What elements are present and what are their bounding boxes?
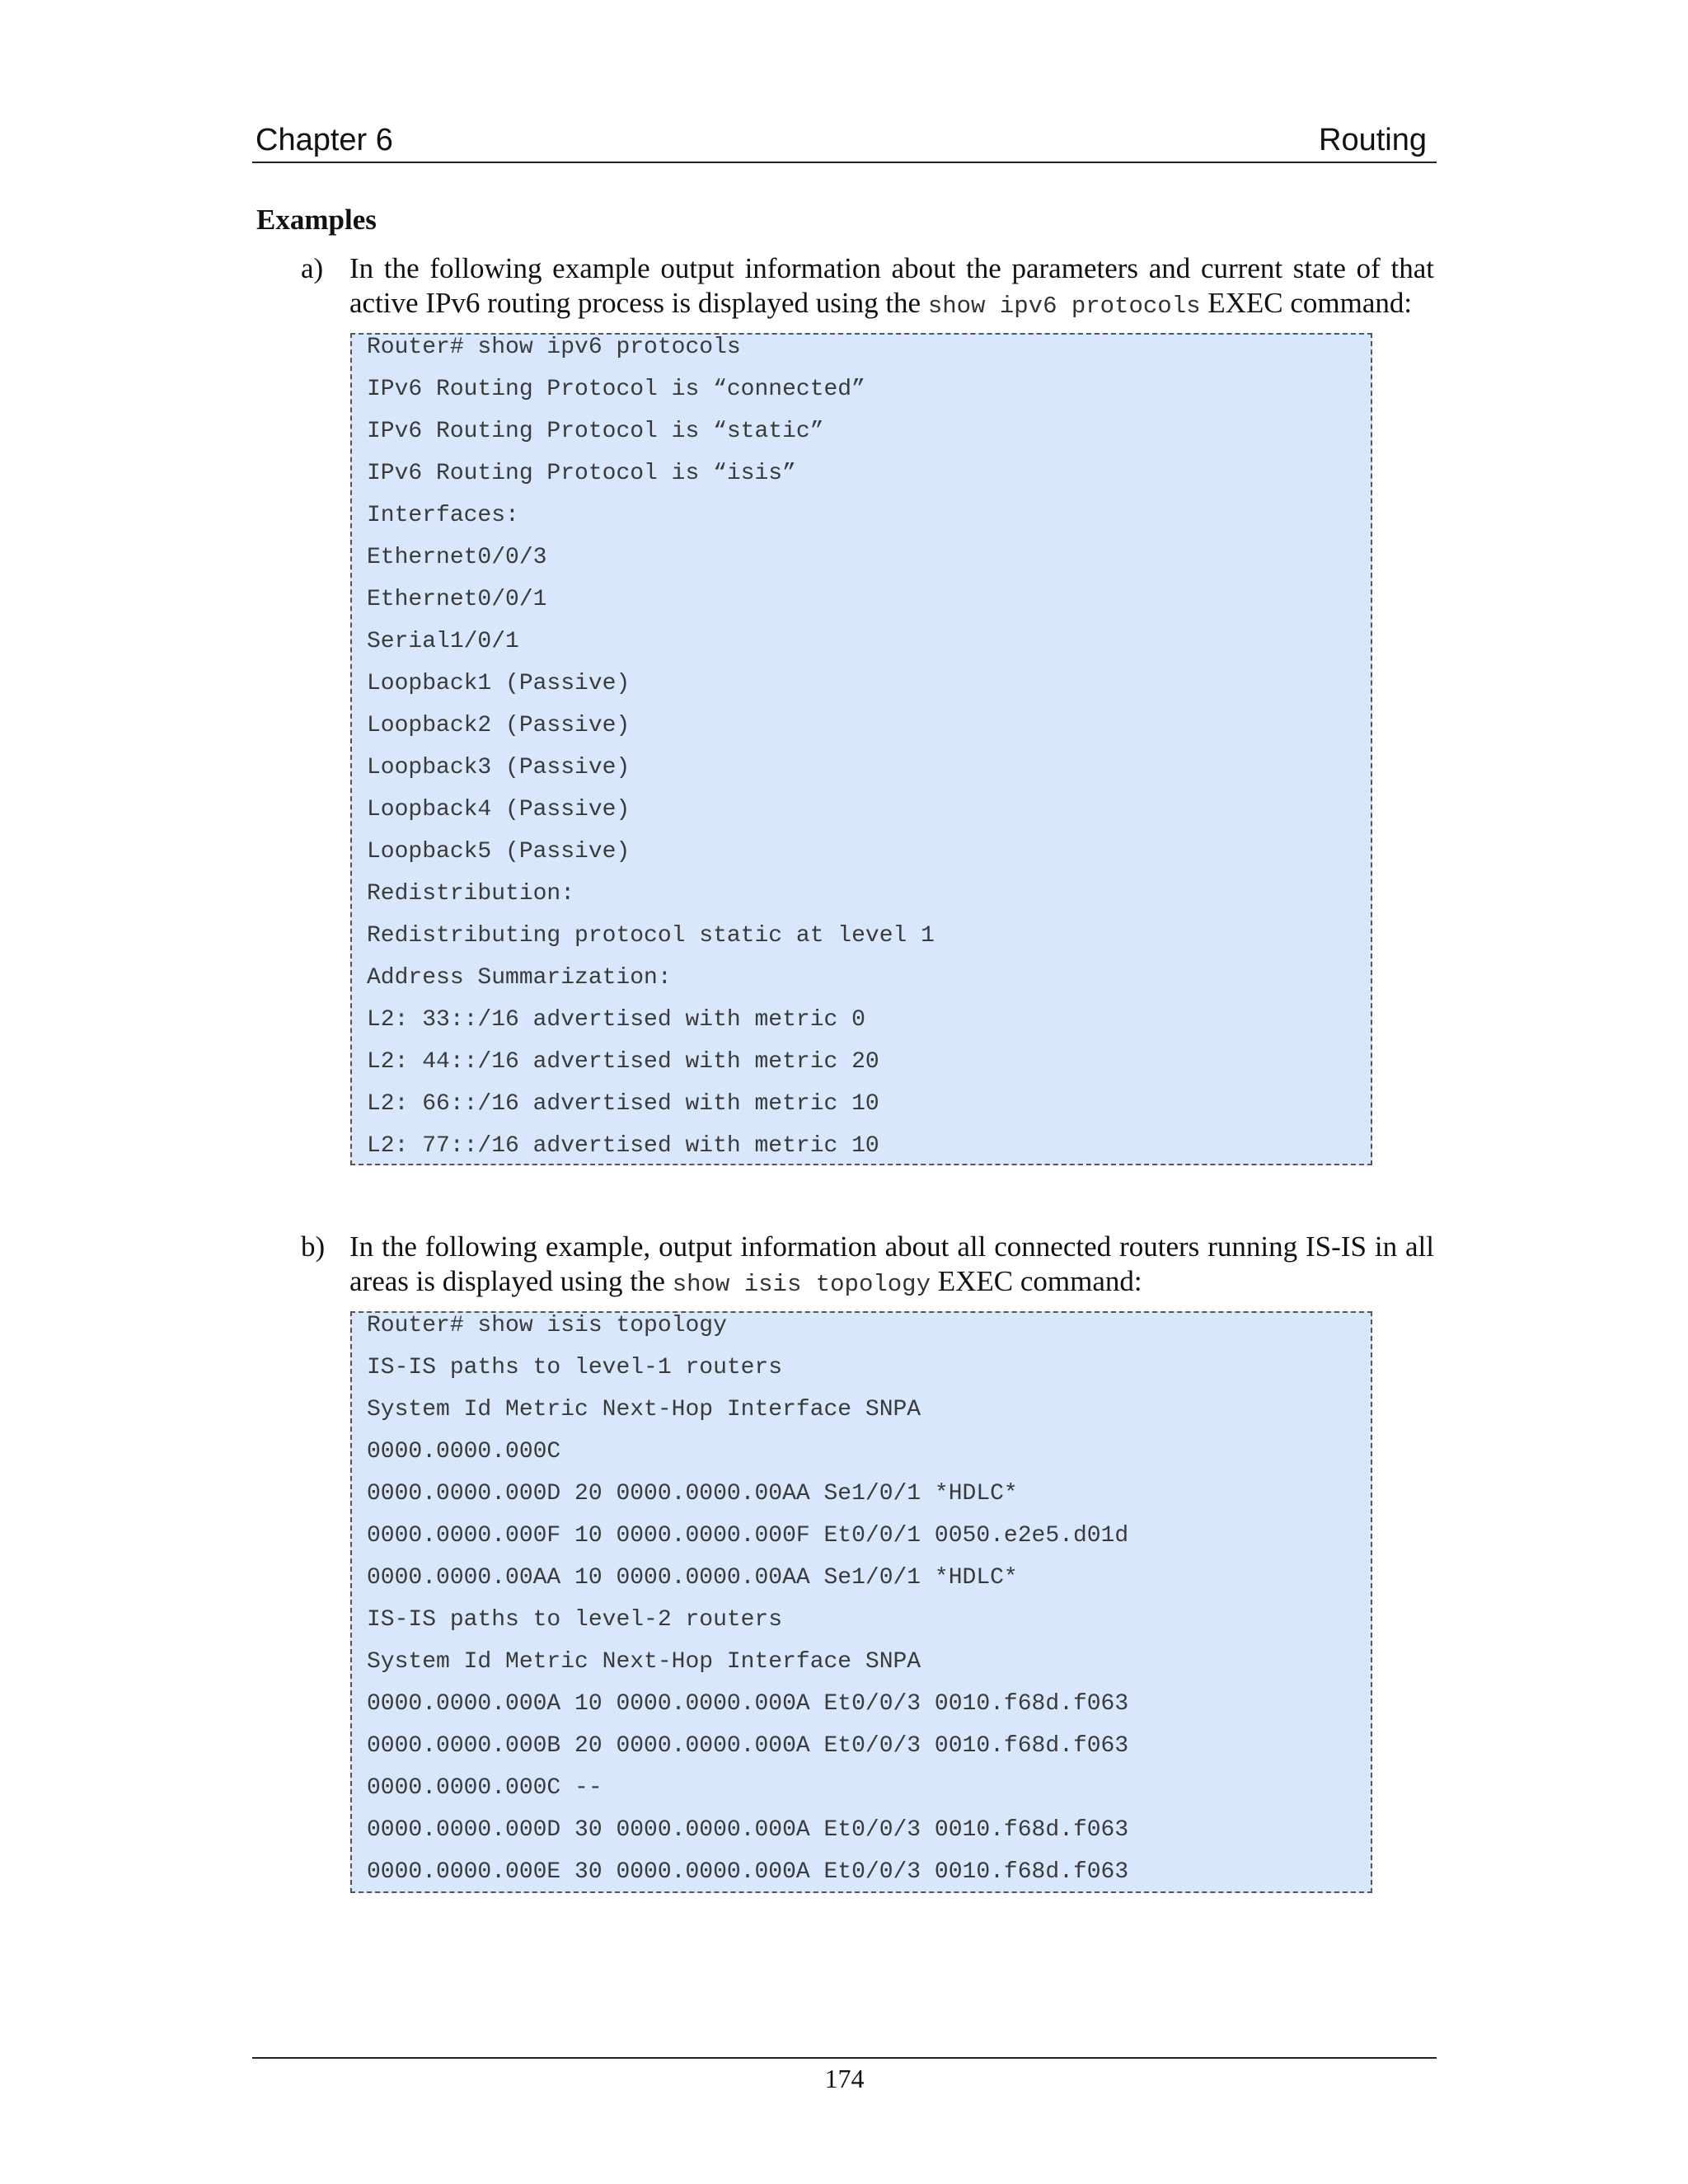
code-line: Router# show ipv6 protocols (367, 335, 741, 360)
code-line: 0000.0000.000F 10 0000.0000.000F Et0/0/1 0050.e2e5.d01d (367, 1523, 1129, 1549)
code-line: IPv6 Routing Protocol is “static” (367, 419, 824, 444)
example-a (301, 251, 1434, 324)
example-b-marker: b) (301, 1230, 326, 1263)
code-line: 0000.0000.000C (367, 1439, 561, 1465)
code-line: Serial1/0/1 (367, 629, 519, 654)
example-b-output (350, 1311, 1372, 1893)
code-line: System Id Metric Next-Hop Interface SNPA (367, 1397, 921, 1422)
code-line: Ethernet0/0/1 (367, 587, 547, 612)
code-line: L2: 33::/16 advertised with metric 0 (367, 1007, 865, 1033)
code-line: 0000.0000.000D 20 0000.0000.00AA Se1/0/1 *HDLC* (367, 1481, 1018, 1507)
code-line: Loopback2 (Passive) (367, 713, 631, 738)
example-a-command: show ipv6 protocols (927, 293, 1201, 320)
code-line: L2: 44::/16 advertised with metric 20 (367, 1049, 879, 1075)
code-line: 0000.0000.000E 30 0000.0000.000A Et0/0/3 0010.f68d.f063 (367, 1859, 1129, 1885)
examples-heading: Examples (256, 204, 377, 236)
code-line: 0000.0000.000A 10 0000.0000.000A Et0/0/3 0010.f68d.f063 (367, 1691, 1129, 1717)
code-line: 0000.0000.000C -- (367, 1775, 603, 1801)
code-line: Router# show isis topology (367, 1313, 727, 1338)
code-line: IS-IS paths to level-1 routers (367, 1355, 783, 1380)
section-label: Routing (1319, 123, 1427, 157)
example-a-description: In the following example output information about the parameters and current state of that active IPv6 routing process is displayed using the show ipv6 protocols EXEC command: (349, 252, 1434, 320)
code-line: Ethernet0/0/3 (367, 545, 547, 570)
code-line: IPv6 Routing Protocol is “isis” (367, 461, 796, 486)
code-line: Loopback1 (Passive) (367, 671, 631, 696)
example-b-description: In the following example, output information about all connected routers running IS-IS in all areas is displayed using the show isis topology EXEC command: (349, 1230, 1434, 1298)
code-line: Redistributing protocol static at level 1 (367, 923, 935, 949)
page-footer (252, 2057, 1437, 2095)
code-line: Loopback4 (Passive) (367, 797, 631, 823)
code-line: 0000.0000.000B 20 0000.0000.000A Et0/0/3 0010.f68d.f063 (367, 1733, 1129, 1759)
code-line: Redistribution: (367, 881, 575, 907)
code-line: L2: 66::/16 advertised with metric 10 (367, 1091, 879, 1117)
code-line: Interfaces: (367, 503, 519, 528)
page-number: 174 (824, 2064, 865, 2093)
code-line: 0000.0000.00AA 10 0000.0000.00AA Se1/0/1 *HDLC* (367, 1565, 1018, 1591)
example-a-output (350, 333, 1372, 1165)
example-b (301, 1230, 1434, 1302)
code-line: IS-IS paths to level-2 routers (367, 1607, 783, 1633)
code-line: IPv6 Routing Protocol is “connected” (367, 377, 865, 402)
page-header (252, 122, 1437, 163)
code-line: Loopback5 (Passive) (367, 839, 631, 865)
code-line: Loopback3 (Passive) (367, 755, 631, 780)
code-line: 0000.0000.000D 30 0000.0000.000A Et0/0/3 0010.f68d.f063 (367, 1817, 1129, 1843)
example-b-command: show isis topology (672, 1271, 931, 1298)
code-line: Address Summarization: (367, 965, 672, 991)
code-line: L2: 77::/16 advertised with metric 10 (367, 1133, 879, 1159)
chapter-label: Chapter 6 (256, 123, 393, 157)
code-line: System Id Metric Next-Hop Interface SNPA (367, 1649, 921, 1675)
example-a-marker: a) (301, 252, 324, 284)
